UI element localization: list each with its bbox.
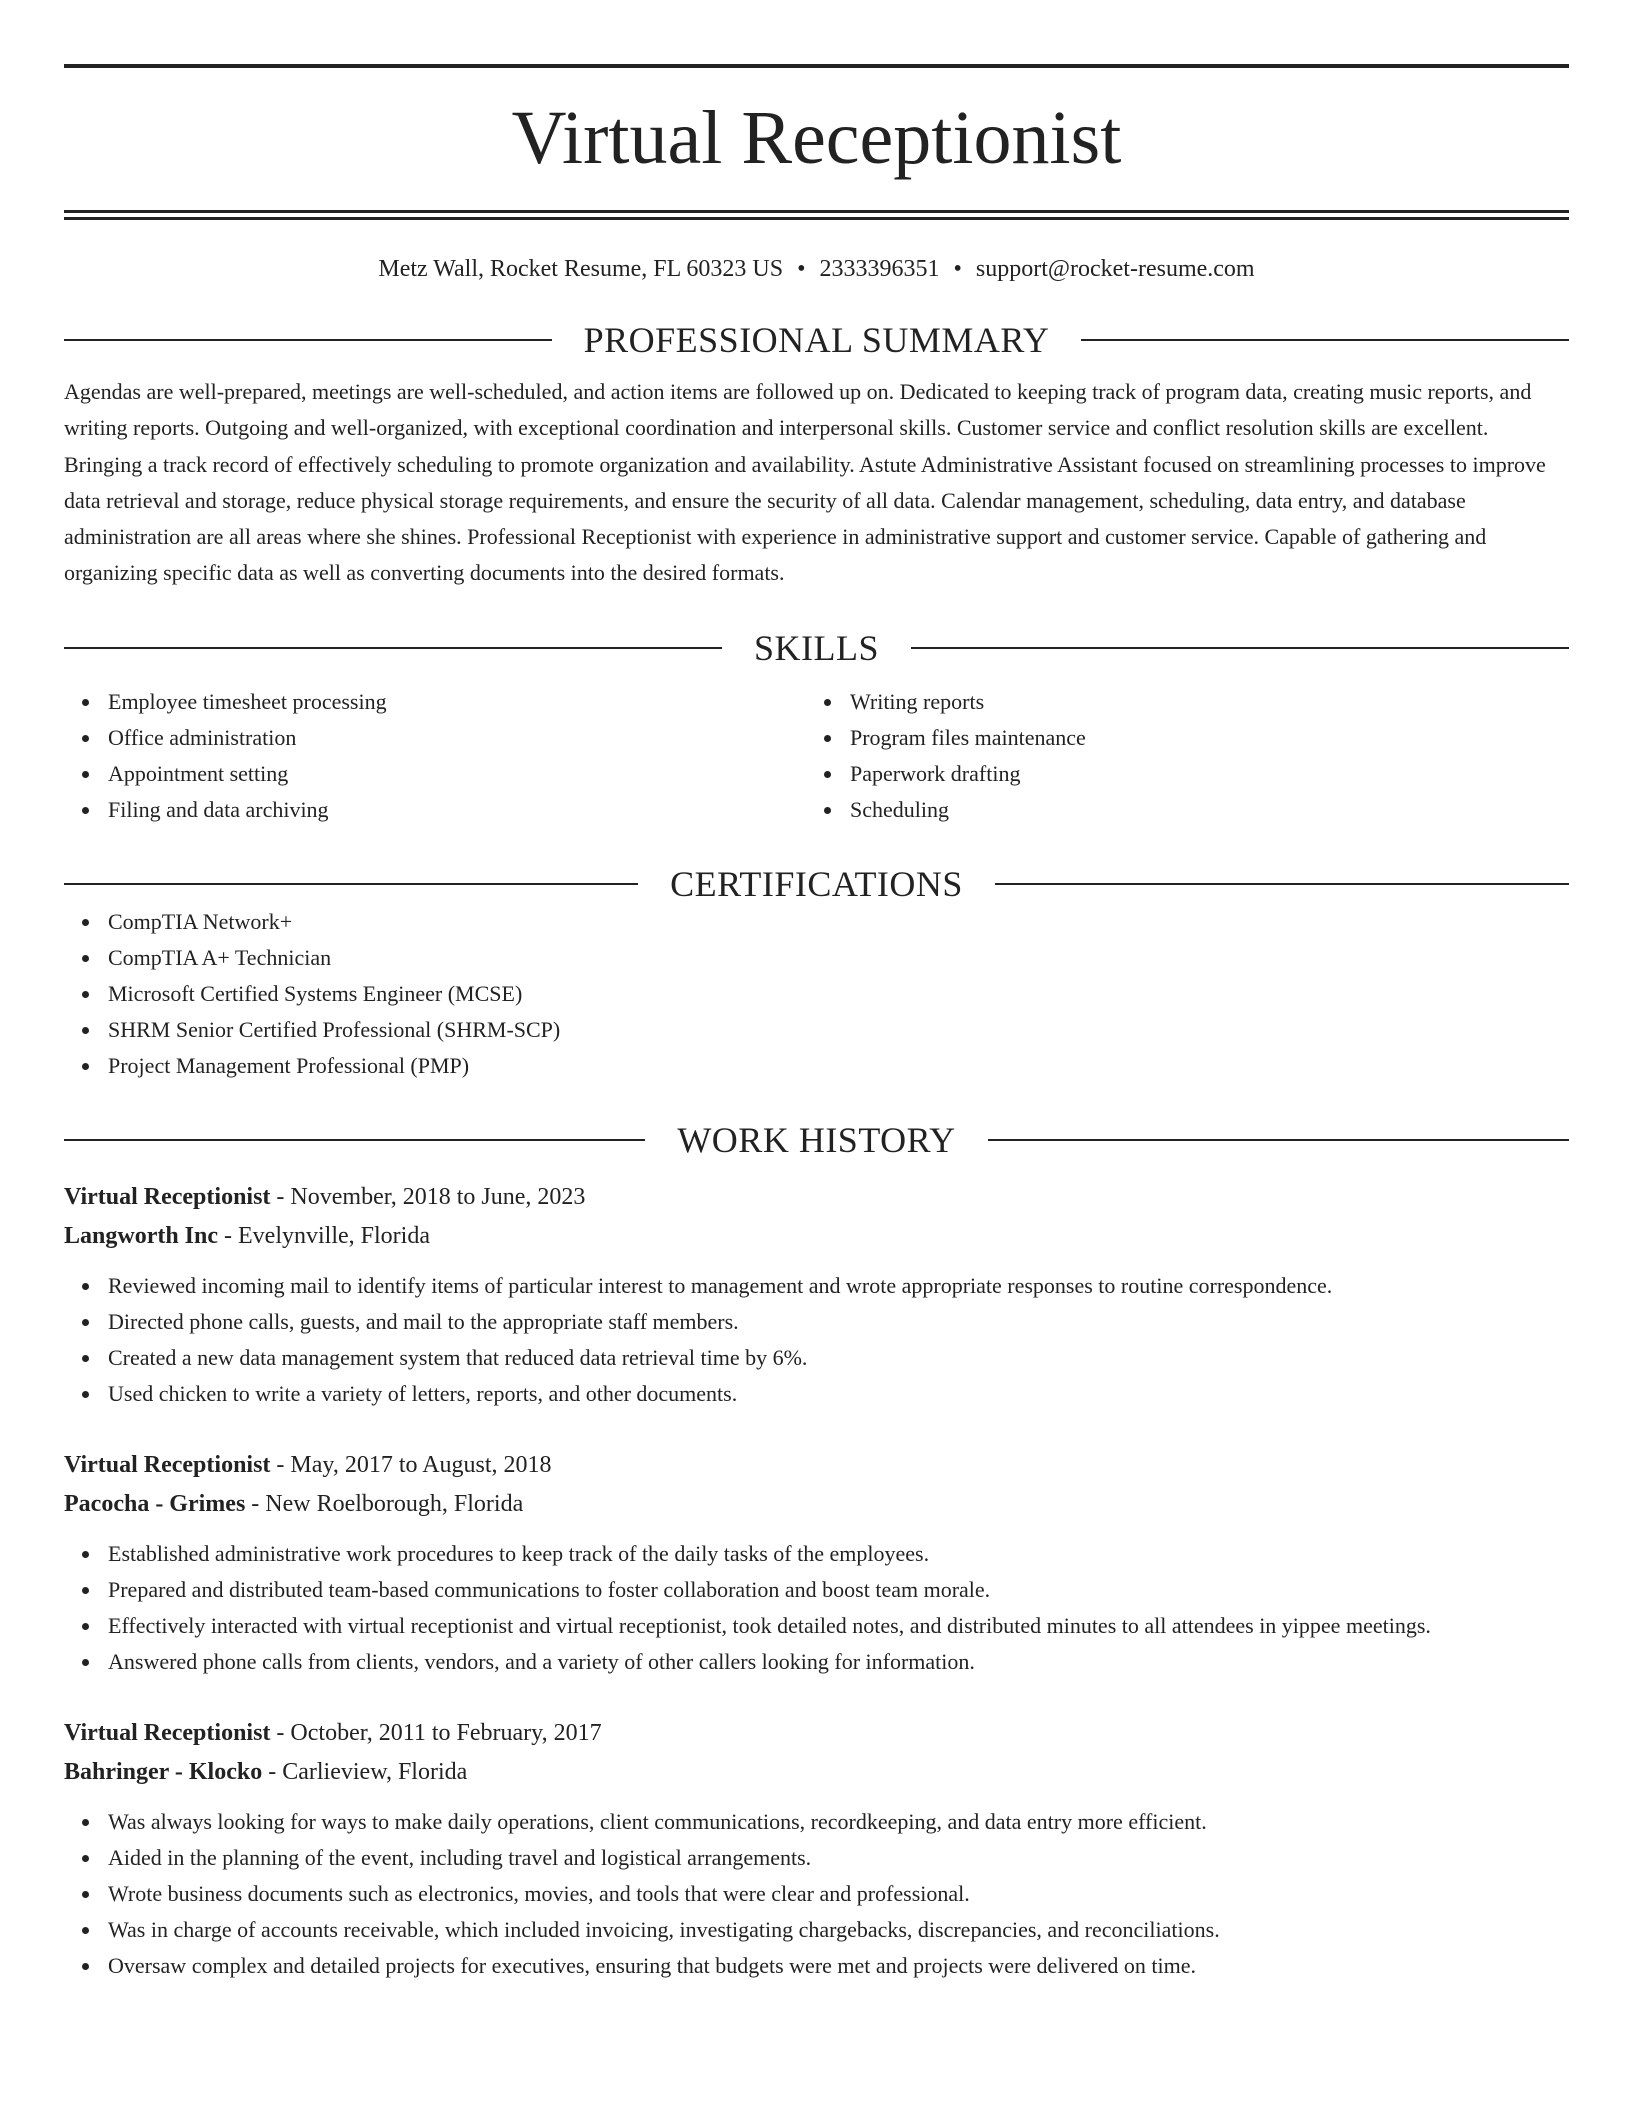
job-company-line <box>64 1485 1569 1524</box>
page-title: Virtual Receptionist <box>511 96 1122 180</box>
certification-item: Project Management Professional (PMP) <box>108 1048 1569 1084</box>
skills-list-left <box>64 684 806 828</box>
job-company-line <box>64 1753 1569 1792</box>
section-title-certifications: CERTIFICATIONS <box>670 863 963 904</box>
section-heading-certifications <box>64 864 1569 904</box>
job-entry <box>64 1446 1569 1680</box>
job-duty-item: Reviewed incoming mail to identify items of particular interest to management and wrote appropriate responses to routine correspondence. <box>108 1268 1569 1304</box>
job-entry <box>64 1178 1569 1412</box>
heading-rule-right <box>1081 339 1569 341</box>
heading-rule-left <box>64 647 722 649</box>
skills-list-right <box>806 684 1548 828</box>
job-duty-item: Wrote business documents such as electronics, movies, and tools that were clear and professional. <box>108 1876 1569 1912</box>
section-heading-summary <box>64 320 1569 360</box>
job-duties-list <box>64 1804 1569 1984</box>
contact-separator: • <box>953 256 962 282</box>
job-duty-item: Used chicken to write a variety of letters, reports, and other documents. <box>108 1376 1569 1412</box>
contact-address: Metz Wall, Rocket Resume, FL 60323 US <box>378 256 784 282</box>
job-duty-item: Aided in the planning of the event, including travel and logistical arrangements. <box>108 1840 1569 1876</box>
contact-separator: • <box>797 256 806 282</box>
job-title: Virtual Receptionist <box>64 1451 271 1478</box>
job-dates: - November, 2018 to June, 2023 <box>270 1183 586 1210</box>
job-dates: - October, 2011 to February, 2017 <box>270 1719 602 1746</box>
job-company-line <box>64 1217 1569 1256</box>
skill-item: Appointment setting <box>108 756 806 792</box>
heading-rule-right <box>995 883 1569 885</box>
job-duty-item: Answered phone calls from clients, vendors, and a variety of other callers looking for information. <box>108 1644 1569 1680</box>
skill-item: Program files maintenance <box>850 720 1548 756</box>
certification-item: CompTIA A+ Technician <box>108 940 1569 976</box>
section-title-work-history: WORK HISTORY <box>677 1119 956 1160</box>
job-duty-item: Directed phone calls, guests, and mail to the appropriate staff members. <box>108 1304 1569 1340</box>
job-title: Virtual Receptionist <box>64 1183 271 1210</box>
job-duty-item: Was always looking for ways to make daily operations, client communications, recordkeeping, and data entry more efficient. <box>108 1804 1569 1840</box>
job-duty-item: Oversaw complex and detailed projects for executives, ensuring that budgets were met and projects were delivered on time. <box>108 1948 1569 1984</box>
contact-email: support@rocket-resume.com <box>975 256 1255 282</box>
resume-page <box>64 64 1569 1984</box>
certification-item: Microsoft Certified Systems Engineer (MCSE) <box>108 976 1569 1012</box>
job-title-line <box>64 1446 1569 1485</box>
job-company: Pacocha - Grimes <box>64 1490 246 1517</box>
skills-column-right <box>806 684 1548 828</box>
skill-item: Office administration <box>108 720 806 756</box>
contact-line <box>64 254 1569 284</box>
skill-item: Scheduling <box>850 792 1548 828</box>
job-company: Langworth Inc <box>64 1222 219 1249</box>
heading-rule-right <box>911 647 1569 649</box>
job-duties-list <box>64 1536 1569 1680</box>
skill-item: Writing reports <box>850 684 1548 720</box>
job-entry <box>64 1714 1569 1984</box>
skill-item: Employee timesheet processing <box>108 684 806 720</box>
section-heading-work-history <box>64 1120 1569 1160</box>
job-title-line <box>64 1714 1569 1753</box>
heading-rule-left <box>64 883 638 885</box>
summary-paragraph: Agendas are well-prepared, meetings are well-scheduled, and action items are followed up on. Dedicated to keeping track of program data, creating music reports, and writing reports. Outgoing and well-organized, with exceptional coordination and interpersonal skills. Customer service and conflict resolution skills are excellent. Bringing a track record of effectively scheduling to promote organization and availability. Astute Administrative Assistant focused on streamlining processes to improve data retrieval and storage, reduce physical storage requirements, and ensure the security of all data. Calendar management, scheduling, data entry, and database administration are all areas where she shines. Professional Receptionist with experience in administrative support and customer service. Capable of gathering and organizing specific data as well as converting documents into the desired formats. <box>64 379 1546 586</box>
skills-grid <box>64 684 1569 828</box>
section-heading-skills <box>64 628 1569 668</box>
section-title-summary: PROFESSIONAL SUMMARY <box>583 320 1050 360</box>
job-duty-item: Prepared and distributed team-based communications to foster collaboration and boost team morale. <box>108 1572 1569 1608</box>
certification-item: CompTIA Network+ <box>108 904 1569 940</box>
job-duty-item: Effectively interacted with virtual receptionist and virtual receptionist, took detailed notes, and distributed minutes to all attendees in yippee meetings. <box>108 1608 1569 1644</box>
job-duty-item: Established administrative work procedures to keep track of the daily tasks of the employees. <box>108 1536 1569 1572</box>
heading-rule-left <box>64 339 552 341</box>
job-duty-item: Was in charge of accounts receivable, which included invoicing, investigating chargebacks, discrepancies, and reconciliations. <box>108 1912 1569 1948</box>
heading-rule-left <box>64 1139 645 1141</box>
job-duty-item: Created a new data management system that reduced data retrieval time by 6%. <box>108 1340 1569 1376</box>
section-title-skills: SKILLS <box>754 627 880 668</box>
job-dates: - May, 2017 to August, 2018 <box>270 1451 552 1478</box>
job-title: Virtual Receptionist <box>64 1719 271 1746</box>
title-double-rule <box>64 210 1569 220</box>
certification-item: SHRM Senior Certified Professional (SHRM-SCP) <box>108 1012 1569 1048</box>
skills-column-left <box>64 684 806 828</box>
job-duties-list <box>64 1268 1569 1412</box>
job-location: - Carlieview, Florida <box>262 1758 468 1785</box>
job-company: Bahringer - Klocko <box>64 1758 263 1785</box>
heading-rule-right <box>988 1139 1569 1141</box>
job-title-line <box>64 1178 1569 1217</box>
skill-item: Paperwork drafting <box>850 756 1548 792</box>
certifications-list <box>64 904 1569 1084</box>
contact-phone: 2333396351 <box>819 256 940 282</box>
job-location: - New Roelborough, Florida <box>245 1490 524 1517</box>
skill-item: Filing and data archiving <box>108 792 806 828</box>
job-location: - Evelynville, Florida <box>218 1222 430 1249</box>
top-rule <box>64 64 1569 68</box>
